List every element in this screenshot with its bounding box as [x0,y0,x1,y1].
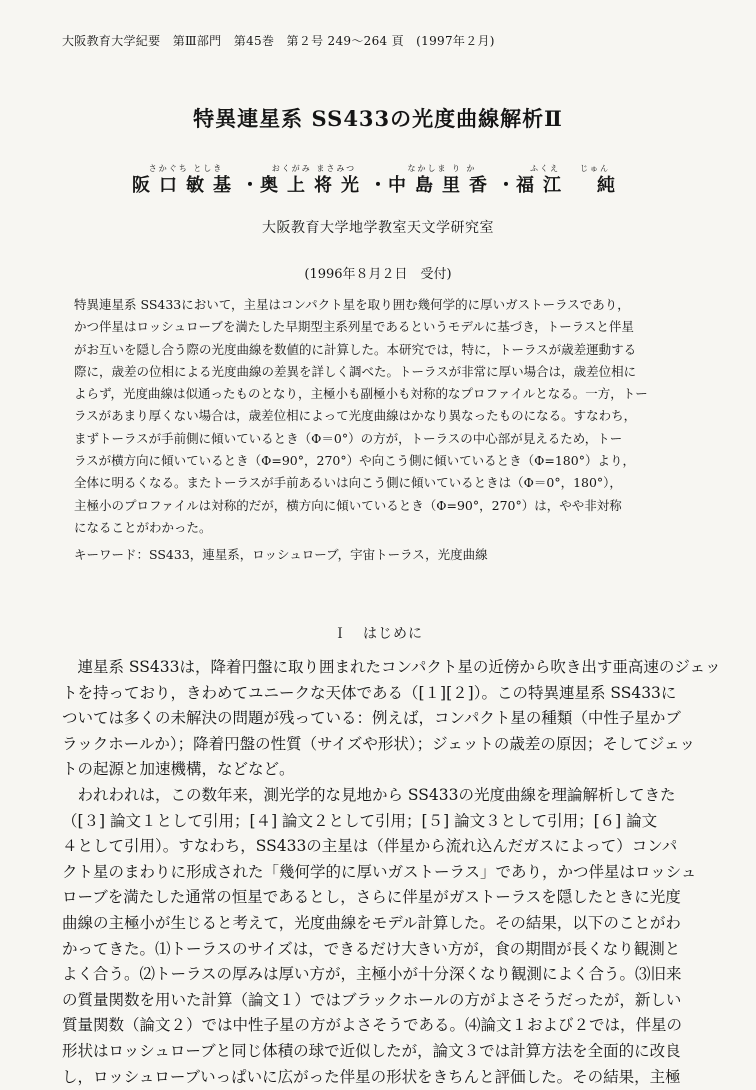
abstract-line: になることがわかった。 [74,517,680,539]
body-line: ４として引用）。すなわち，SS433の主星は（伴星から流れ込んだガスによって）コンパ [62,834,686,860]
abstract-line: がお互いを隠し合う際の光度曲線を数値的に計算した。本研究では，特に，トーラスが歳差運動する [74,339,680,361]
abstract-line: よらず，光度曲線は似通ったものとなり，主極小も副極小も対称的なプロファイルとなる。一方，トー [74,383,680,405]
body-line: の質量関数を用いた計算（論文１）ではブラックホールの方がよさそうだったが，新しい [62,988,686,1014]
author-name: 阪口敏基 [132,174,240,198]
body-line: よく合う。⑵トーラスの厚みは厚い方が，主極小が十分深くなり観測によく合う。⑶旧来 [62,962,686,988]
abstract-line: ラスがあまり厚くない場合は，歳差位相によって光度曲線はかなり異なったものになる。すなわち， [74,405,680,427]
journal-header: 大阪教育大学紀要 第Ⅲ部門 第45巻 第２号 249〜264 頁 (1997年２月) [62,32,495,49]
abstract-line: 特異連星系 SS433において，主星はコンパクト星を取り囲む幾何学的に厚いガストーラスであり， [74,294,680,316]
author-reading: なかしま り か [388,164,496,174]
keywords: キーワード：SS433，連星系，ロッシュローブ，宇宙トーラス，光度曲線 [74,545,694,563]
abstract-line: 主極小のプロファイルは対称的だが，横方向に傾いているとき（Φ=90°，270°）は，やや非対称 [74,495,680,517]
abstract-line: 際に，歳差の位相による光度曲線の差異を詳しく調べた。トーラスが非常に厚い場合は，歳差位相に [74,361,680,383]
body-line: クト星のまわりに形成された「幾何学的に厚いガストーラス」であり，かつ伴星はロッシュ [62,860,686,886]
abstract-line: かつ伴星はロッシュローブを満たした早期型主系列星であるというモデルに基づき，トーラスと伴星 [74,316,680,338]
author-reading: ふくえ じゅん [516,164,624,174]
author-reading: おくがみ まさみつ [260,164,368,174]
body-line: 連星系 SS433は，降着円盤に取り囲まれたコンパクト星の近傍から吹き出す亜高速のジェッ [62,655,686,681]
affiliation: 大阪教育大学地学教室天文学研究室 [0,217,756,237]
author [516,164,624,198]
author-name: 中島里香 [388,174,496,198]
abstract-line: ラスが横方向に傾いているとき（Φ=90°，270°）や向こう側に傾いているとき（Φ=180°）より， [74,450,680,472]
body-text [62,655,686,1090]
body-line: われわれは，この数年来，測光学的な見地から SS433の光度曲線を理論解析してきた [62,783,686,809]
body-line: （[３] 論文１として引用；[４] 論文２として引用；[５] 論文３として引用；[６] 論文 [62,809,686,835]
body-line: ローブを満たした通常の恒星であるとし，さらに伴星がガストーラスを隠したときに光度 [62,885,686,911]
paper-title: 特異連星系 SS433の光度曲線解析Ⅱ [0,103,756,133]
section-heading: Ｉ はじめに [0,623,756,643]
abstract [74,294,680,539]
author [132,164,240,198]
author-list [0,164,756,198]
body-line: トを持っており，きわめてユニークな天体である（[１][２]）。この特異連星系 SS433に [62,681,686,707]
body-line: トの起源と加速機構，などなど。 [62,757,686,783]
body-line: ついては多くの未解決の問題が残っている：例えば，コンパクト星の種類（中性子星かブ [62,706,686,732]
author-separator: ・ [496,174,516,198]
body-line: かってきた。⑴トーラスのサイズは，できるだけ大きい方が，食の期間が長くなり観測と [62,937,686,963]
body-line: 曲線の主極小が生じると考えて，光度曲線をモデル計算した。その結果，以下のことがわ [62,911,686,937]
author-name: 福江 純 [516,174,624,198]
author [260,164,368,198]
author-name: 奥上将光 [260,174,368,198]
abstract-line: まずトーラスが手前側に傾いているとき（Φ＝0°）の方が，トーラスの中心部が見えるため，トー [74,428,680,450]
received-date: (1996年８月２日 受付) [0,263,756,282]
body-line: し，ロッシュローブいっぱいに広がった伴星の形状をきちんと評価した。その結果，主極 [62,1065,686,1090]
author [388,164,496,198]
body-line: 質量関数（論文２）では中性子星の方がよさそうである。⑷論文１および２では，伴星の [62,1013,686,1039]
abstract-line: 全体に明るくなる。またトーラスが手前あるいは向こう側に傾いているときは（Φ＝0°，180°）， [74,472,680,494]
author-separator: ・ [240,174,260,198]
body-line: ラックホールか）；降着円盤の性質（サイズや形状）；ジェットの歳差の原因；そしてジェッ [62,732,686,758]
author-separator: ・ [368,174,388,198]
author-reading: さかぐち としき [132,164,240,174]
body-line: 形状はロッシュローブと同じ体積の球で近似したが，論文３では計算方法を全面的に改良 [62,1039,686,1065]
